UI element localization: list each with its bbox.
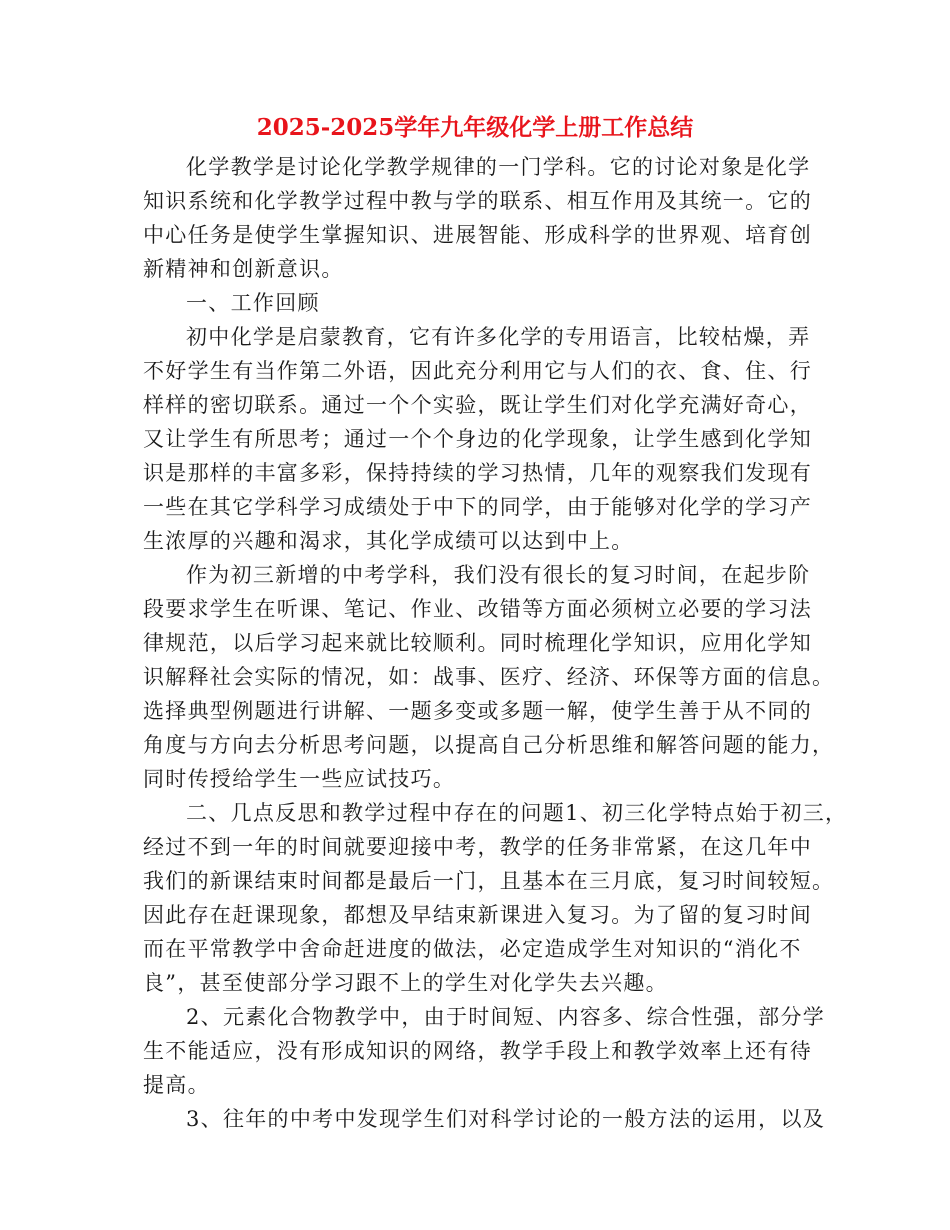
paragraph-line: 又让学生有所思考；通过一个个身边的化学现象，让学生感到化学知: [143, 427, 812, 451]
paragraph-line: 我们的新课结束时间都是最后一门，且基本在三月底，复习时间较短。: [143, 869, 835, 893]
document-body: [143, 150, 848, 1136]
paragraph-line: 选择典型例题进行讲解、一题多变或多题一解，使学生善于从不同的: [143, 699, 812, 723]
paragraph-line: 识是那样的丰富多彩，保持持续的学习热情，几年的观察我们发现有: [143, 461, 812, 485]
paragraph-line: 3、往年的中考中发现学生们对科学讨论的一般方法的运用，以及: [186, 1107, 826, 1131]
paragraph-line: 作为初三新增的中考学科，我们没有很长的复习时间，在起步阶: [186, 563, 811, 587]
paragraph-line: 2、元素化合物教学中，由于时间短、内容多、综合性强，部分学: [186, 1005, 826, 1029]
paragraph-line: 经过不到一年的时间就要迎接中考，教学的任务非常紧，在这几年中: [143, 835, 812, 859]
section-heading: 二、几点反思和教学过程中存在的问题1、初三化学特点始于初三，: [186, 801, 848, 825]
section-heading: 一、工作回顾: [186, 291, 320, 315]
paragraph-line: 段要求学生在听课、笔记、作业、改错等方面必须树立必要的学习法: [143, 597, 812, 621]
paragraph-line: 而在平常教学中舍命赶进度的做法，必定造成学生对知识的“消化不: [143, 937, 802, 961]
paragraph-line: 不好学生有当作第二外语，因此充分利用它与人们的衣、食、住、行: [143, 359, 812, 383]
document-title: 2025-2025学年九年级化学上册工作总结: [256, 114, 694, 141]
paragraph-line: 化学教学是讨论化学教学规律的一门学科。它的讨论对象是化学: [186, 155, 811, 179]
paragraph-line: 生不能适应，没有形成知识的网络，教学手段上和教学效率上还有待: [143, 1039, 812, 1063]
paragraph-line: 同时传授给学生一些应试技巧。: [143, 767, 456, 791]
paragraph-line: 样样的密切联系。通过一个个实验，既让学生们对化学充满好奇心，: [143, 393, 812, 417]
paragraph-line: 生浓厚的兴趣和渴求，其化学成绩可以达到中上。: [143, 529, 634, 553]
paragraph-line: 知识系统和化学教学过程中教与学的联系、相互作用及其统一。它的: [143, 189, 812, 213]
paragraph-line: 初中化学是启蒙教育，它有许多化学的专用语言，比较枯燥，弄: [186, 325, 811, 349]
paragraph-line: 良”，甚至使部分学习跟不上的学生对化学失去兴趣。: [143, 971, 668, 995]
paragraph-line: 角度与方向去分析思考问题，以提高自己分析思维和解答问题的能力，: [143, 733, 835, 757]
paragraph-line: 识解释社会实际的情况，如：战事、医疗、经济、环保等方面的信息。: [143, 665, 835, 689]
paragraph-line: 因此存在赶课现象，都想及早结束新课进入复习。为了留的复习时间: [143, 903, 812, 927]
paragraph-line: 新精神和创新意识。: [143, 257, 344, 281]
paragraph-line: 律规范，以后学习起来就比较顺利。同时梳理化学知识，应用化学知: [143, 631, 812, 655]
paragraph-line: 中心任务是使学生掌握知识、进展智能、形成科学的世界观、培育创: [143, 223, 812, 247]
paragraph-line: 一些在其它学科学习成绩处于中下的同学，由于能够对化学的学习产: [143, 495, 812, 519]
paragraph-line: 提高。: [143, 1073, 210, 1097]
